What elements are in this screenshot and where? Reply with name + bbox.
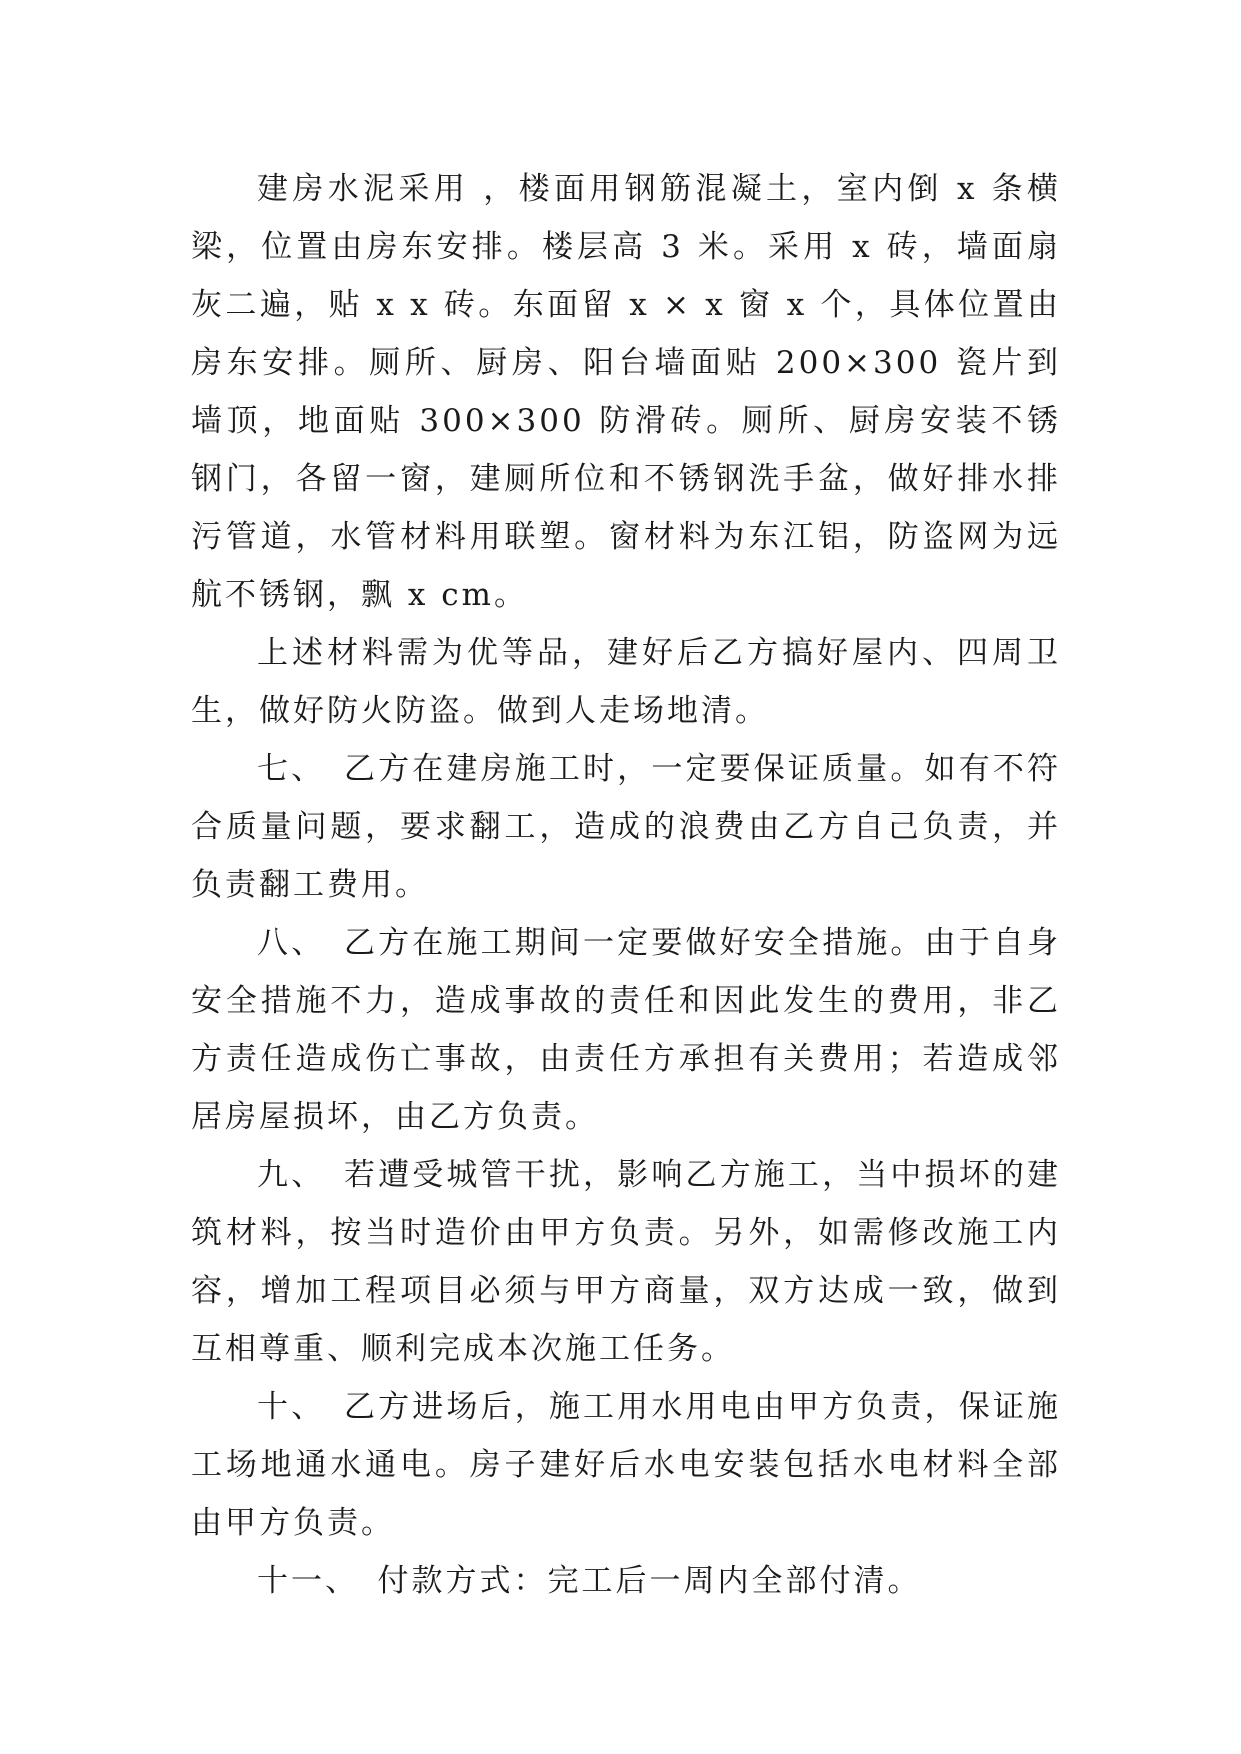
paragraph-clause-10: 十、 乙方进场后，施工用水用电由甲方负责，保证施工场地通水通电。房子建好后水电安装包括水电材料全部由甲方负责。 [191,1389,1061,1541]
paragraph-clause-8: 八、 乙方在施工期间一定要做好安全措施。由于自身安全措施不力，造成事故的责任和因此发生的费用，非乙方责任造成伤亡事故，由责任方承担有关费用；若造成邻居房屋损坏，由乙方负责。 [191,925,1061,1135]
paragraph-clause-11: 十一、 付款方式：完工后一周内全部付清。 [257,1563,922,1599]
paragraph-quality-cleanup: 上述材料需为优等品，建好后乙方搞好屋内、四周卫生，做好防火防盗。做到人走场地清。 [191,635,1061,729]
paragraph-clause-7: 七、 乙方在建房施工时，一定要保证质量。如有不符合质量问题，要求翻工，造成的浪费由乙方自己负责，并负责翻工费用。 [191,751,1061,903]
document-body [191,160,1061,1610]
paragraph-materials: 建房水泥采用 ，楼面用钢筋混凝土，室内倒 x 条横梁，位置由房东安排。楼层高 3 米。采用 x 砖，墙面扇灰二遍，贴 x x 砖。东面留 x × x 窗 x 个，具体位置由房东安排。厕所、厨房、阳台墙面贴 200×300 瓷片到墙顶，地面贴 300×300 防滑砖。厕所、厨房安装不锈钢门，各留一窗，建厕所位和不锈钢洗手盆，做好排水排污管道，水管材料用联塑。窗材料为东江铝，防盗网为远航不锈钢，飘 x cm。 [191,171,1061,613]
paragraph-clause-9: 九、 若遭受城管干扰，影响乙方施工，当中损坏的建筑材料，按当时造价由甲方负责。另外，如需修改施工内容，增加工程项目必须与甲方商量，双方达成一致，做到互相尊重、顺利完成本次施工任务。 [191,1157,1061,1367]
